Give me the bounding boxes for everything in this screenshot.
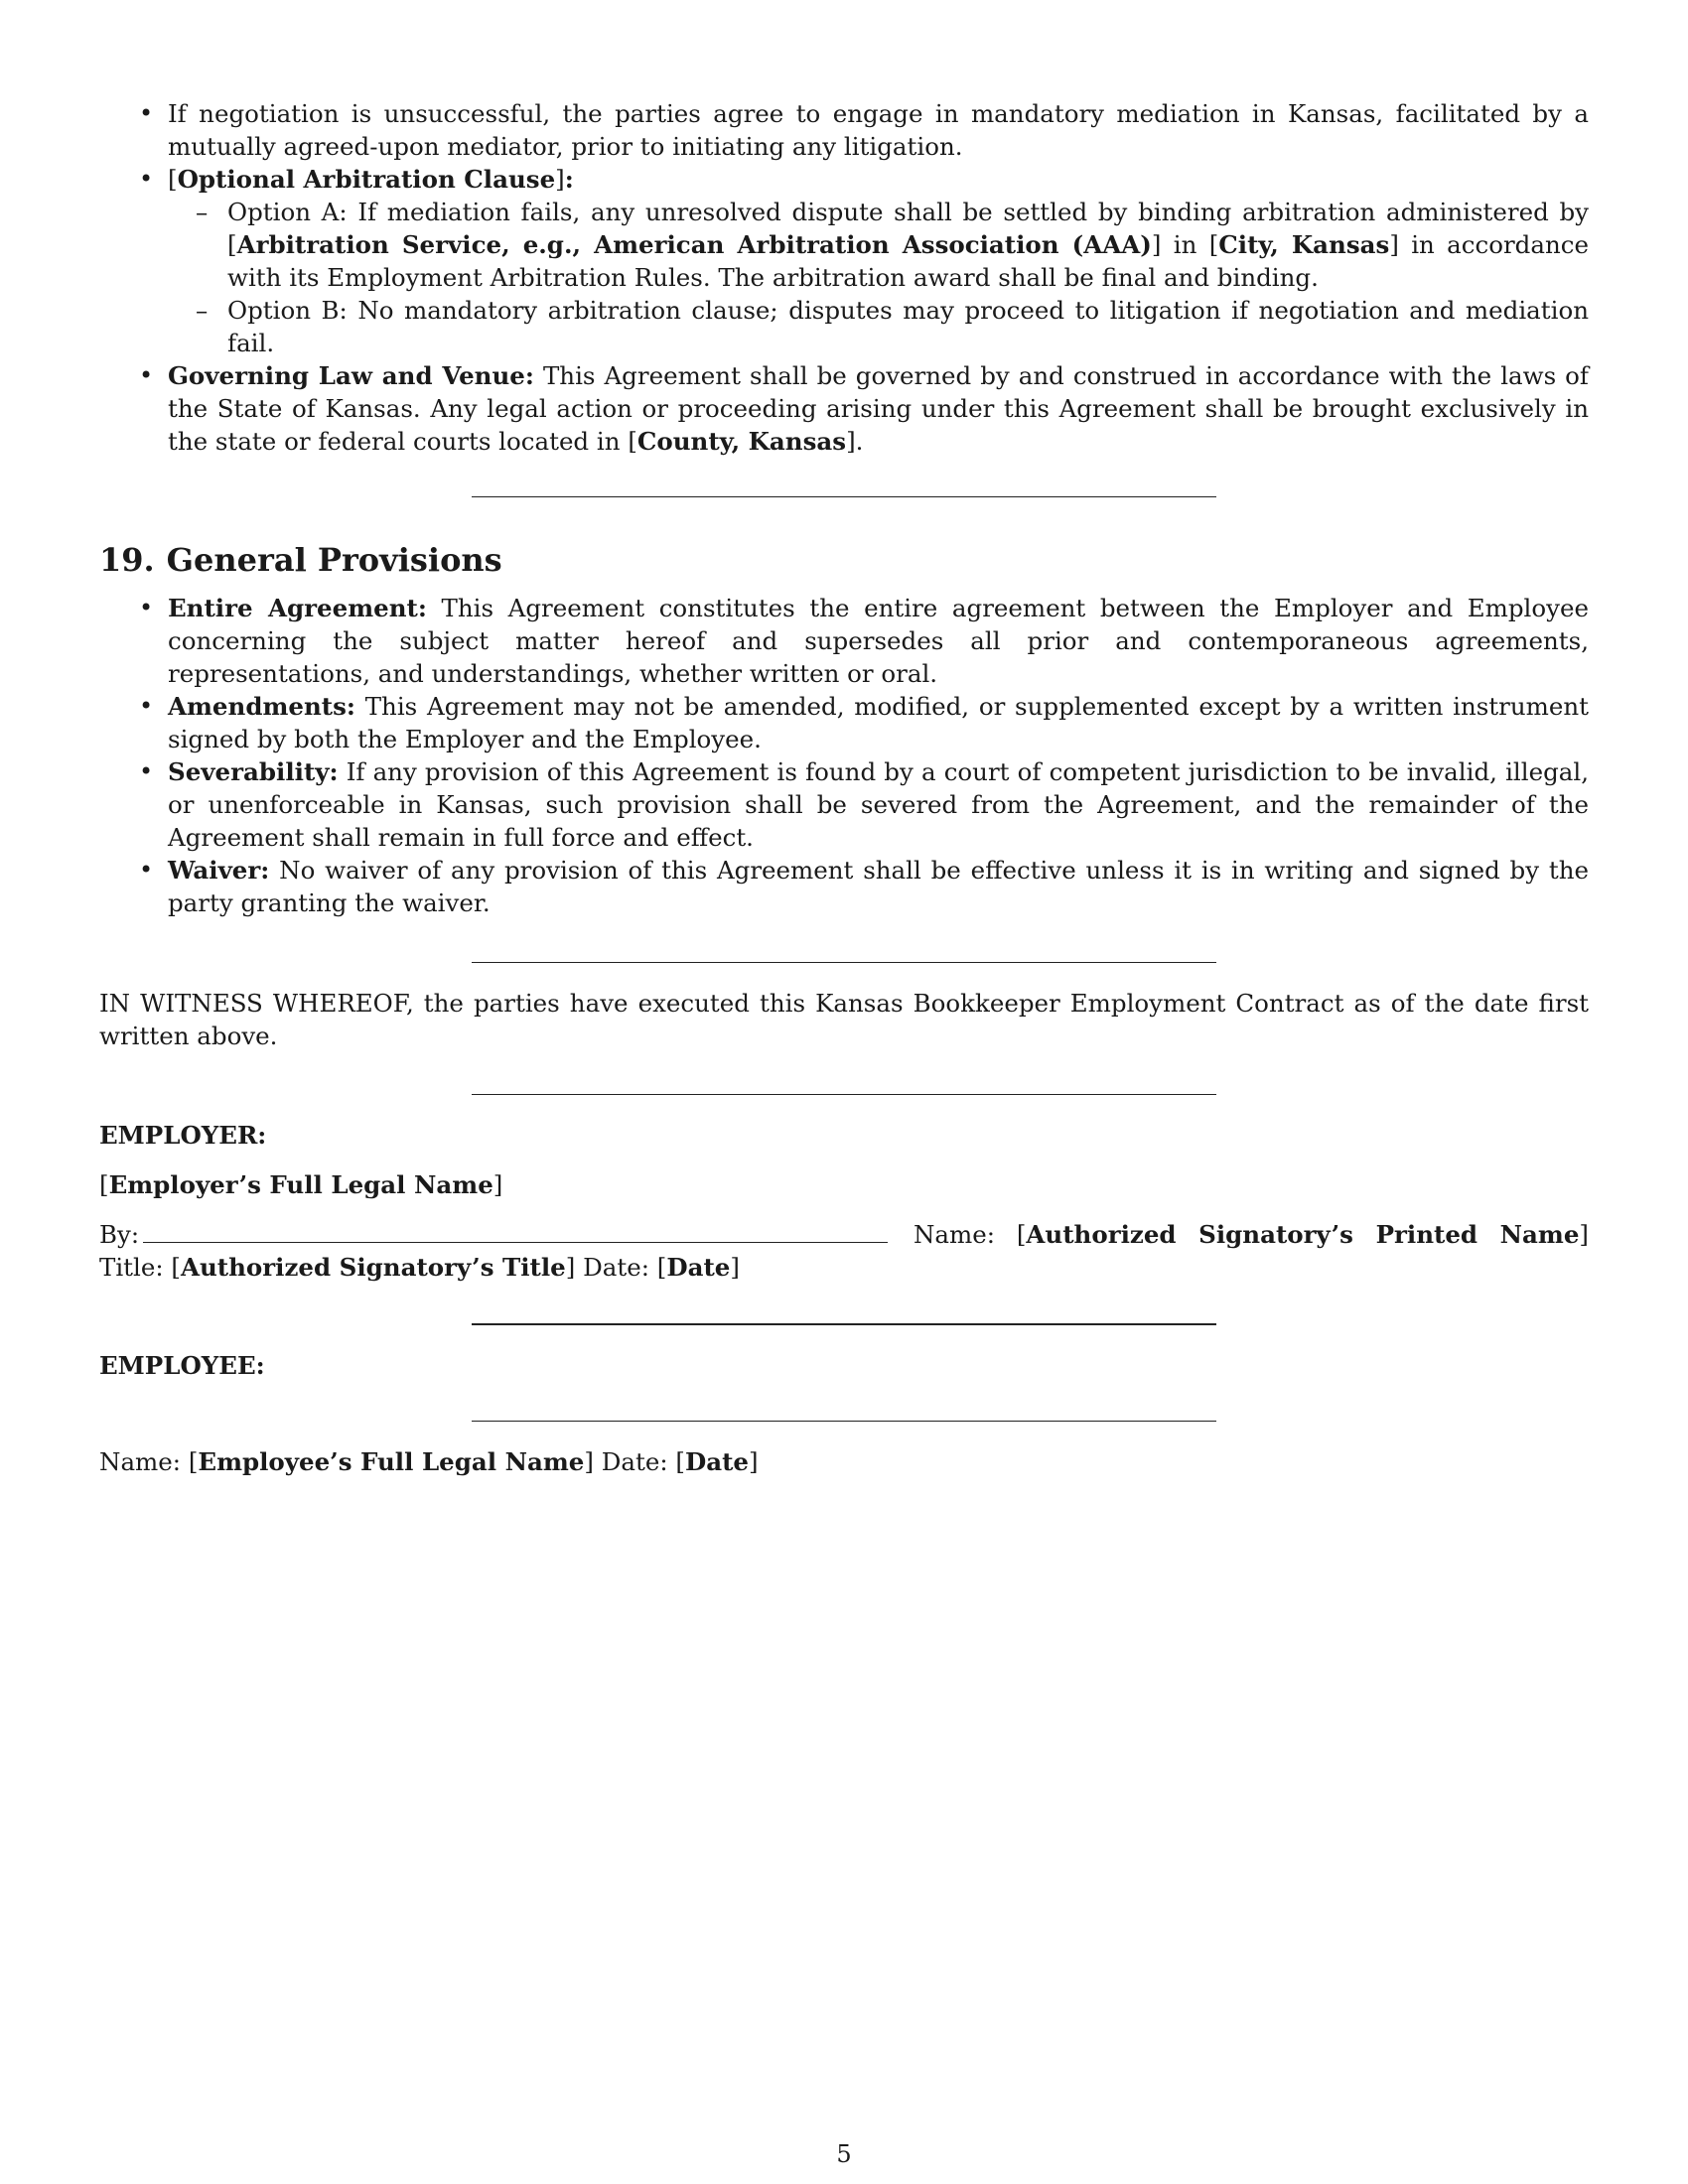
provision-text: This Agreement may not be amended, modified, or supplemented except by a written instrument signed by both the Employer and the Employee.: [168, 692, 1589, 753]
title-label: Title:: [99, 1253, 164, 1282]
option-a-suffix: in accordance with its Employment Arbitration Rules. The arbitration award shall be final and binding.: [227, 230, 1589, 292]
date-placeholder: Date: [666, 1253, 731, 1282]
signatory-name-placeholder: Authorized Signatory’s Printed Name: [1026, 1220, 1580, 1249]
option-a-prefix: Option A: If mediation fails, any unresolved dispute shall be settled by binding arbitration administered by: [227, 198, 1589, 226]
section-title: General Provisions: [166, 541, 502, 579]
list-item: [99, 854, 1589, 919]
name-label: Name:: [99, 1447, 182, 1476]
signatory-title-placeholder: Authorized Signatory’s Title: [180, 1253, 566, 1282]
employer-name-placeholder: Employer’s Full Legal Name: [108, 1170, 493, 1199]
arbitration-heading: Optional Arbitration Clause: [177, 165, 556, 194]
date-label: Date:: [583, 1253, 649, 1282]
employer-heading: EMPLOYER:: [99, 1121, 267, 1150]
employee-heading: EMPLOYEE:: [99, 1351, 265, 1380]
employee-name-placeholder: Employee’s Full Legal Name: [198, 1447, 585, 1476]
employer-signature-block: By: Name: [Authorized Signatory’s Printed Name] Title: [Authorized Signatory’s Title] Date: [Date]: [99, 1220, 1589, 1282]
date-placeholder: Date: [684, 1447, 749, 1476]
governing-law-label: Governing Law and Venue:: [168, 361, 534, 390]
provision-text: No waiver of any provision of this Agreement shall be effective unless it is in writing and signed by the party granting the waiver.: [168, 856, 1589, 917]
option-b: [168, 294, 1589, 359]
county-placeholder: County, Kansas: [636, 427, 847, 456]
arbitration-options: [168, 196, 1589, 359]
arbitration-service-placeholder: Arbitration Service, e.g., American Arbitration Association (AAA): [236, 230, 1152, 259]
city-placeholder: City, Kansas: [1218, 230, 1390, 259]
section-heading: [99, 540, 1589, 580]
governing-law-text: This Agreement shall be governed by and construed in accordance with the laws of the State of Kansas. Any legal action or proceeding arising under this Agreement shall be brought exclusively in the state or federal courts located in: [168, 361, 1590, 456]
employee-signature-block: Name: [Employee’s Full Legal Name] Date: [Date]: [99, 1447, 759, 1476]
by-label: By:: [99, 1220, 140, 1249]
list-item: [99, 755, 1589, 854]
mediation-text: If negotiation is unsuccessful, the parties agree to engage in mandatory mediation in Kansas, facilitated by a mutually agreed-upon mediator, prior to initiating any litigation.: [168, 99, 1589, 161]
list-item: [99, 592, 1589, 690]
provision-label: Entire Agreement:: [168, 594, 427, 622]
signature-line: [143, 1220, 888, 1243]
list-item: • [Optional Arbitration Clause]: – Option A: If mediation fails, any unresolved dispute shall be settled by binding arbitration administered by [Arbitration Service, e.g., American Arbitration Association (AAA)] in [City, Kansas] in accordance with its Employment Arbitration Rules. The arbitration award shall be final and binding. – Option B: No mandatory arbitration clause; disputes may proceed to litigation if negotiation and mediation fail.: [99, 163, 1589, 359]
option-b-text: Option B: No mandatory arbitration clause; disputes may proceed to litigation if negotiation and mediation fail.: [227, 296, 1589, 357]
date-label: Date:: [601, 1447, 668, 1476]
witness-paragraph: IN WITNESS WHEREOF, the parties have executed this Kansas Bookkeeper Employment Contract as of the date first written above.: [99, 989, 1589, 1050]
option-a: – Option A: If mediation fails, any unresolved dispute shall be settled by binding arbitration administered by [Arbitration Service, e.g., American Arbitration Association (AAA)] in [City, Kansas] in accordance with its Employment Arbitration Rules. The arbitration award shall be final and binding.: [168, 196, 1589, 294]
provision-text: If any provision of this Agreement is found by a court of competent jurisdiction to be invalid, illegal, or unenforceable in Kansas, such provision shall be severed from the Agreement, and the remainder of the Agreement shall remain in full force and effect.: [168, 757, 1589, 852]
name-label: Name:: [913, 1220, 995, 1249]
general-provisions-list: [99, 592, 1589, 919]
provision-label: Severability:: [168, 757, 339, 786]
dispute-resolution-list: [99, 97, 1589, 458]
section-number: 19.: [99, 541, 155, 579]
provision-text: This Agreement constitutes the entire agreement between the Employer and Employee concerning the subject matter hereof and supersedes all prior and contemporaneous agreements, representations, and understandings, whether written or oral.: [168, 594, 1589, 688]
list-item: • Governing Law and Venue: This Agreement shall be governed by and construed in accordance with the laws of the State of Kansas. Any legal action or proceeding arising under this Agreement shall be brought exclusively in the state or federal courts located in [County, Kansas].: [99, 359, 1589, 458]
document-page: [99, 97, 1589, 1478]
employer-name-line: [Employer’s Full Legal Name]: [99, 1170, 503, 1199]
provision-label: Amendments:: [168, 692, 355, 721]
page-number: 5: [836, 2140, 852, 2168]
list-item: [99, 97, 1589, 163]
provision-label: Waiver:: [168, 856, 270, 885]
option-a-mid: in: [1173, 230, 1197, 259]
list-item: [99, 690, 1589, 755]
